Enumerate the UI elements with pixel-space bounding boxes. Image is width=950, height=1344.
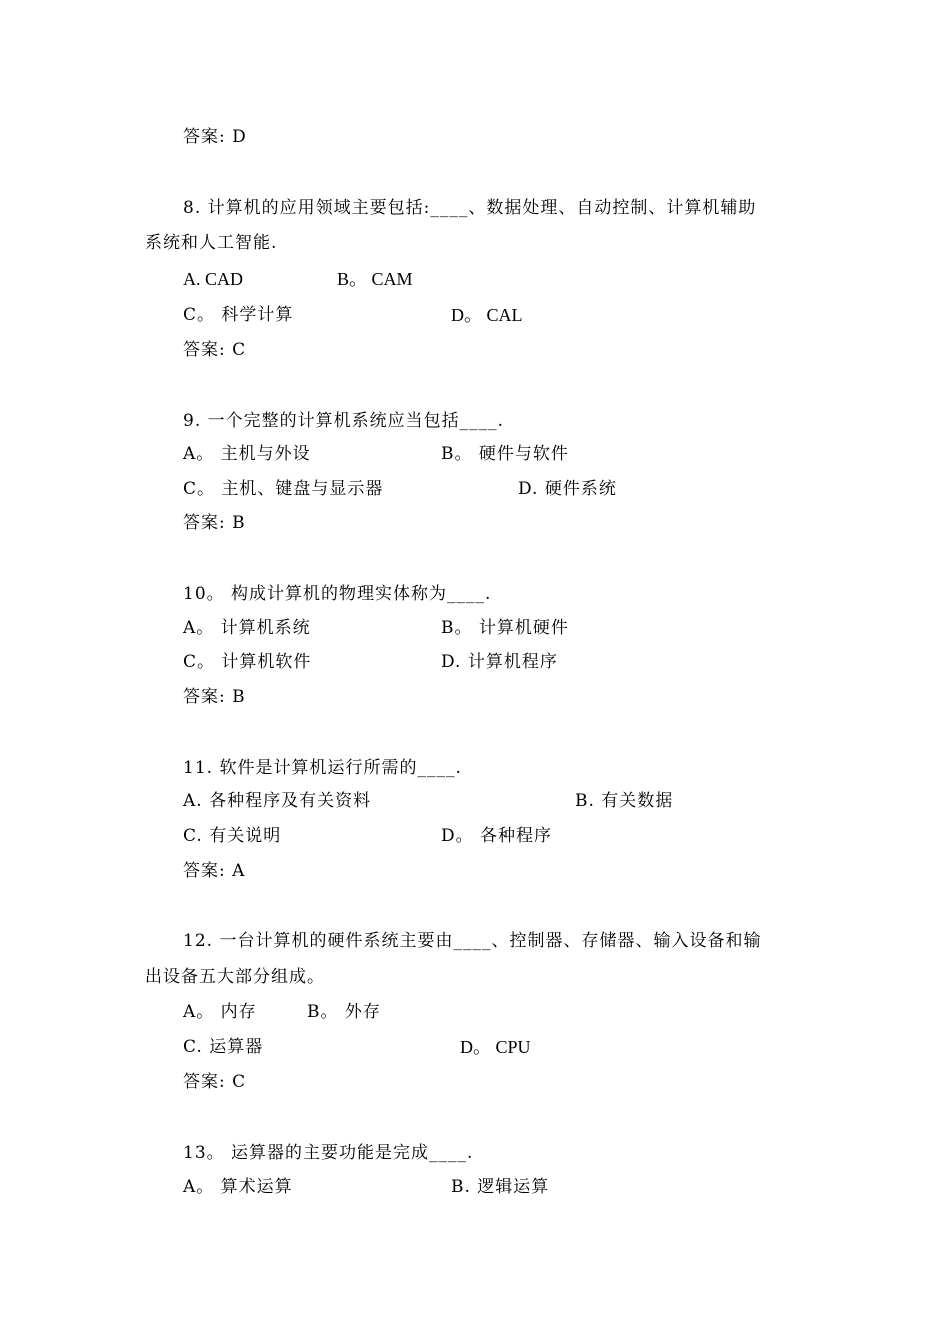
question-13-option-b: B. 逻辑运算 [451,1177,550,1197]
answer-line: 答案: D [183,127,247,147]
question-12-stem-cont: 出设备五大部分组成。 [145,967,325,987]
question-10-option-d: D. 计算机程序 [441,652,558,672]
question-12-stem: 12. 一台计算机的硬件系统主要由____、控制器、存储器、输入设备和输 [183,931,762,951]
question-10-answer: 答案: B [183,687,246,707]
question-9-option-c: C。 主机、键盘与显示器 [183,479,384,499]
question-13-stem: 13。 运算器的主要功能是完成____. [183,1143,474,1163]
question-13-option-a: A。 算术运算 [183,1177,293,1197]
question-10-stem: 10。 构成计算机的物理实体称为____. [183,584,492,604]
question-9-option-d: D. 硬件系统 [518,479,617,499]
question-11-option-a: A. 各种程序及有关资料 [183,791,372,811]
question-9-option-b: B。 硬件与软件 [441,444,569,464]
question-10-option-c: C。 计算机软件 [183,652,312,672]
question-11-option-d: D。 各种程序 [441,826,553,846]
question-12-answer: 答案: C [183,1072,247,1092]
question-11-answer: 答案: A [183,861,246,881]
question-8-stem: 8. 计算机的应用领域主要包括:____、数据处理、自动控制、计算机辅助 [183,198,757,218]
question-9-option-a: A。 主机与外设 [183,444,311,464]
question-8-option-a: A. CAD [183,269,244,289]
question-9-stem: 9. 一个完整的计算机系统应当包括____. [183,411,505,431]
question-12-option-d: D。 CPU [460,1037,531,1057]
question-9-answer: 答案: B [183,513,246,533]
question-8-answer: 答案: C [183,340,247,360]
question-11-option-b: B. 有关数据 [575,791,674,811]
question-11-option-c: C. 有关说明 [183,826,282,846]
question-8-option-d: D。 CAL [451,305,523,325]
question-10-option-a: A。 计算机系统 [183,618,311,638]
question-12-option-a: A。 内存 [183,1002,257,1022]
question-12-option-c: C. 运算器 [183,1037,264,1057]
question-8-option-c: C。 科学计算 [183,305,294,325]
question-11-stem: 11. 软件是计算机运行所需的____. [183,758,462,778]
question-12-option-b: B。 外存 [307,1002,381,1022]
question-8-option-b: B。 CAM [337,269,413,289]
question-10-option-b: B。 计算机硬件 [441,618,569,638]
question-8-stem-cont: 系统和人工智能. [145,233,278,253]
